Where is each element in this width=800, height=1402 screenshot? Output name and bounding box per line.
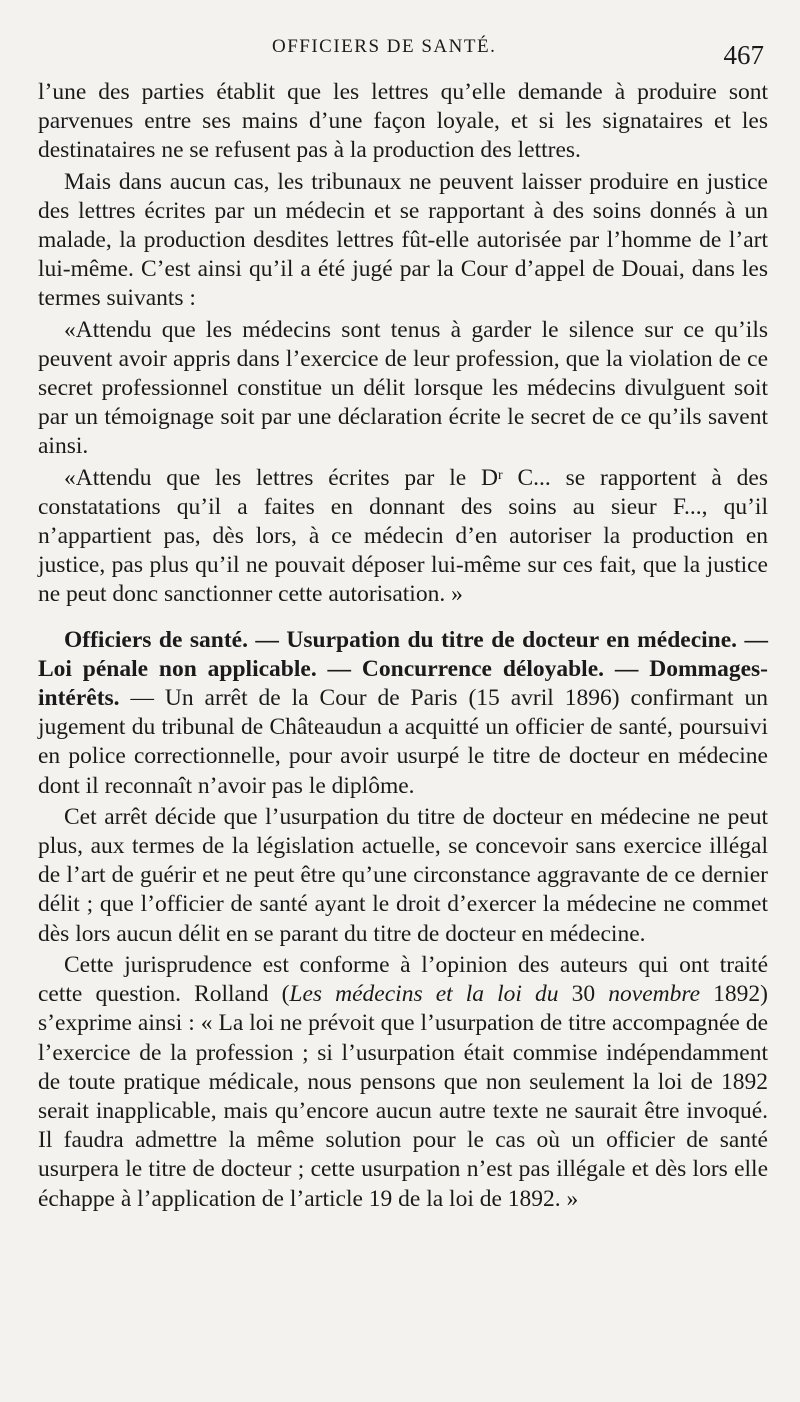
superscript-r: r bbox=[497, 467, 503, 483]
paragraph-ruling-analysis: Cet arrêt décide que l’usurpation du titre de docteur en médecine ne peut plus, aux termes de la législation actuelle, se concevoir sans exercice illégal de l’art de guérir et ne peut être qu’une circonstance aggravante de ce dernier délit ; que l’officier de santé ayant le droit d’exercer la médecine ne commet dès lors aucun délit en se parant du titre de docteur en médecine. bbox=[38, 803, 768, 947]
paragraph-secret-letters: Mais dans aucun cas, les tribunaux ne peuvent laisser produire en justice des lettres écrites par un médecin et se rapportant à des soins donnés à un malade, la production desdites lettres fût-elle autorisée par l’homme de l’art lui-même. C’est ainsi qu’il a été jugé par la Cour d’appel de Douai, dans les termes suivants : bbox=[38, 168, 768, 312]
page-header bbox=[40, 34, 770, 74]
quote-text-part-2: C... se rapportent à des constatations qu’il a faites en donnant des soins au sieur F..., qu’il n’appartient pas, dès lors, à ce médecin d’en autoriser la production en justice, pas plus qu’il ne pouvait déposer lui-même sur ces fait, que la justice ne peut donc sanctionner cette autorisation. » bbox=[38, 464, 769, 608]
running-title: OFFICIERS DE SANTÉ. bbox=[272, 36, 497, 57]
citation-title: Les médecins et la loi du bbox=[289, 981, 559, 1008]
quote-text-part-1: «Attendu que les lettres écrites par le D bbox=[64, 464, 498, 491]
page-number: 467 bbox=[723, 40, 764, 70]
citation-day: 30 bbox=[558, 981, 609, 1008]
paragraph-quote-attendu-1: «Attendu que les médecins sont tenus à garder le silence sur ce qu’ils peuvent avoir appris dans l’exercice de leur profession, que la violation de ce secret professionnel constitue un délit lorsque les médecins divulguent soit par un témoignage soit par une déclaration écrite le secret de ce qu’ils savent ainsi. bbox=[38, 316, 768, 460]
citation-month: novembre bbox=[608, 981, 701, 1008]
jurisprudence-intro: Cette jurisprudence est conforme à l’opinion des auteurs qui ont traité cette question. Rolland ( bbox=[38, 951, 768, 1008]
jurisprudence-quote: ) s’exprime ainsi : « La loi ne prévoit que l’usurpation de titre accompagnée de l’exercice de la profession ; si l’usurpation était commise indépendamment de toute pratique médicale, nous pensons que non seulement la loi de 1892 serait inapplicable, mais qu’encore aucun autre texte ne saurait être invoqué. Il faudra admettre la même solution pour le cas où un officier de santé usurpera le titre de docteur ; cette usurpation n’est pas illégale et dès lors elle échappe à l’application de l’article 19 de la loi de 1892. » bbox=[38, 981, 768, 1212]
paragraph-usurpation-ruling bbox=[38, 626, 768, 801]
paragraph-quote-attendu-2 bbox=[38, 464, 768, 610]
section-text: — Un arrêt de la Cour de Paris (15 avril 1896) confirmant un jugement du tribunal de Châteaudun a acquitté un officier de santé, poursuivi en police correctionnelle, pour avoir usurpé le titre de docteur en médecine dont il reconnaît n’avoir pas le diplôme. bbox=[38, 685, 768, 799]
paragraph-continuation: l’une des parties établit que les lettres qu’elle demande à produire sont parvenues entre ses mains d’une façon loyale, et si les signataires et les destinataires ne se refusent pas à la production des lettres. bbox=[38, 79, 768, 164]
paragraph-jurisprudence bbox=[38, 951, 768, 1214]
citation-year: 1892 bbox=[700, 981, 761, 1008]
section-heading: Officiers de santé. — Usurpation du titre de docteur en médecine. — Loi pénale non applicable. — Concurrence déloyable. — Dommages-intérêts. bbox=[38, 626, 768, 712]
page-body bbox=[38, 78, 768, 1214]
